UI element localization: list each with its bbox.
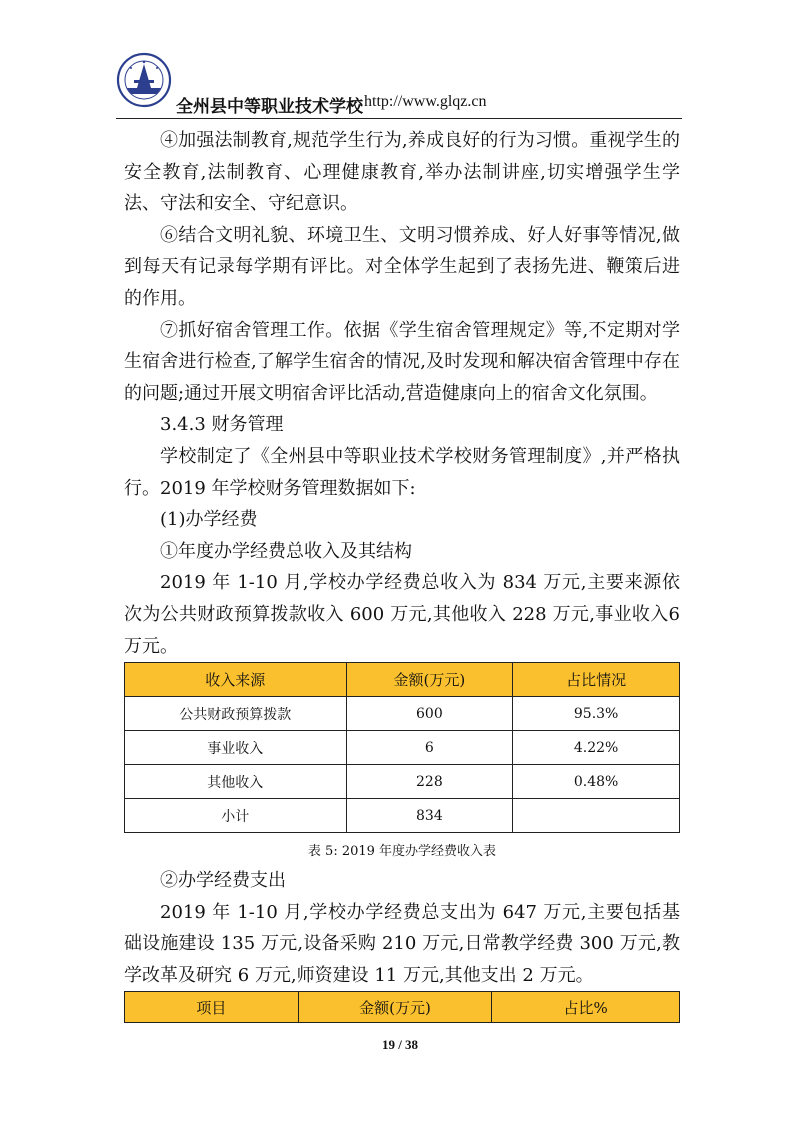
table-cell: 228 — [346, 765, 513, 799]
table-header-row — [125, 663, 680, 697]
table-cell: 834 — [346, 799, 513, 833]
page-header — [116, 52, 682, 122]
table-header-cell: 金额(万元) — [298, 992, 492, 1023]
expense-table — [124, 991, 680, 1023]
expense-text: 2019 年 1-10 月,学校办学经费总支出为 647 万元,主要包括基础设施建设 135 万元,设备采购 210 万元,日常教学经费 300 万元,教学改革及研究 6 万元,师资建设 11 万元,其他支出 2 万元。 — [124, 901, 680, 986]
section-heading-finance: 3.4.3 财务管理 — [160, 414, 284, 436]
table-cell: 6 — [346, 731, 513, 765]
finance-intro: 学校制定了《全州县中等职业技术学校财务管理制度》,并严格执行。2019 年学校财务管理数据如下: — [124, 445, 680, 499]
table-cell: 600 — [346, 697, 513, 731]
table-row — [125, 731, 680, 765]
income-text: 2019 年 1-10 月,学校办学经费总收入为 834 万元,主要来源依次为公共财政预算拨款收入 600 万元,其他收入 228 万元,事业收入6 万元。 — [124, 572, 680, 657]
table-header-cell: 金额(万元) — [346, 663, 513, 697]
header-url[interactable]: http://www.glqz.cn — [364, 93, 487, 110]
page-content — [124, 125, 680, 1023]
table-cell: 其他收入 — [125, 765, 347, 799]
table-cell — [513, 799, 680, 833]
expense-heading: ②办学经费支出 — [160, 870, 286, 892]
table-row — [125, 765, 680, 799]
header-divider — [116, 118, 682, 119]
income-heading: ①年度办学经费总收入及其结构 — [160, 540, 412, 562]
table-cell: 0.48% — [513, 765, 680, 799]
paragraph-item-6: ⑥结合文明礼貌、环境卫生、文明习惯养成、好人好事等情况,做到每天有记录每学期有评比。对全体学生起到了表扬先进、鞭策后进的作用。 — [124, 224, 680, 309]
table-row — [125, 799, 680, 833]
income-table — [124, 662, 680, 833]
table-cell: 95.3% — [513, 697, 680, 731]
table-header-row — [125, 992, 680, 1023]
table-header-cell: 占比% — [492, 992, 680, 1023]
funds-heading: (1)办学经费 — [160, 509, 258, 531]
table-header-cell: 项目 — [125, 992, 299, 1023]
table-header-cell: 占比情况 — [513, 663, 680, 697]
page-number: 19 / 38 — [381, 1037, 419, 1052]
paragraph-item-7: ⑦抓好宿舍管理工作。依据《学生宿舍管理规定》等,不定期对学生宿舍进行检查,了解学生宿舍的情况,及时发现和解决宿舍管理中存在的问题;通过开展文明宿舍评比活动,营造健康向上的宿舍文化氛围。 — [124, 319, 680, 404]
table-caption: 表 5: 2019 年度办学经费收入表 — [307, 844, 497, 860]
school-logo-icon — [116, 52, 172, 108]
table-header-cell: 收入来源 — [125, 663, 347, 697]
table-row — [125, 697, 680, 731]
table-cell: 4.22% — [513, 731, 680, 765]
table-cell: 小计 — [125, 799, 347, 833]
paragraph-item-4: ④加强法制教育,规范学生行为,养成良好的行为习惯。重视学生的安全教育,法制教育、心理健康教育,举办法制讲座,切实增强学生学法、守法和安全、守纪意识。 — [124, 130, 680, 215]
table-cell: 公共财政预算拨款 — [125, 697, 347, 731]
header-school-name: 全州县中等职业技术学校 — [176, 97, 363, 117]
table-cell: 事业收入 — [125, 731, 347, 765]
